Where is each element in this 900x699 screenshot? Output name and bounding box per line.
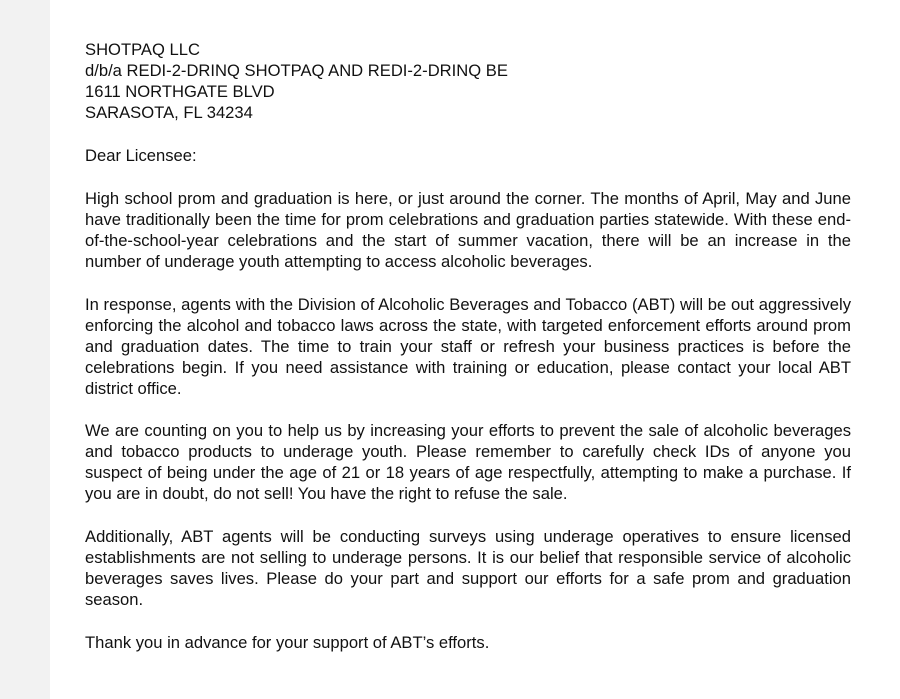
closing-line: Thank you in advance for your support of ABT’s efforts. — [85, 633, 490, 652]
recipient-city-state-zip: SARASOTA, FL 34234 — [85, 103, 253, 122]
recipient-name: SHOTPAQ LLC — [85, 40, 200, 59]
recipient-dba: d/b/a REDI-2-DRINQ SHOTPAQ AND REDI-2-DRINQ BE — [85, 61, 508, 80]
page-margin-strip — [0, 0, 50, 699]
paragraph-prom-graduation: High school prom and graduation is here, or just around the corner. The months of April, May and June have traditionally been the time for prom celebrations and graduation parties statewide. With these end-of-the-school-year celebrations and the start of summer vacation, there will be an increase in the number of underage youth attempting to access alcoholic beverages. — [85, 189, 851, 271]
paragraph-abt-enforcement: In response, agents with the Division of Alcoholic Beverages and Tobacco (ABT) will be out aggressively enforcing the alcohol and tobacco laws across the state, with targeted enforcement efforts around prom and graduation dates. The time to train your staff or refresh your business practices is before the celebrations begin. If you need assistance with training or education, please contact your local ABT district office. — [85, 295, 851, 398]
salutation: Dear Licensee: — [85, 146, 197, 165]
paragraph-check-ids: We are counting on you to help us by increasing your efforts to prevent the sale of alcoholic beverages and tobacco products to underage youth. Please remember to carefully check IDs of anyone you suspect of being under the age of 21 or 18 years of age respectfully, attempting to make a purchase. If you are in doubt, do not sell! You have the right to refuse the sale. — [85, 421, 851, 503]
recipient-address-block — [85, 39, 851, 123]
recipient-street: 1611 NORTHGATE BLVD — [85, 82, 275, 101]
paragraph-underage-operatives: Additionally, ABT agents will be conducting surveys using underage operatives to ensure licensed establishments are not selling to underage persons. It is our belief that responsible service of alcoholic beverages saves lives. Please do your part and support our efforts for a safe prom and graduation season. — [85, 527, 851, 609]
letter-page — [50, 0, 900, 699]
letter-body — [85, 39, 851, 653]
